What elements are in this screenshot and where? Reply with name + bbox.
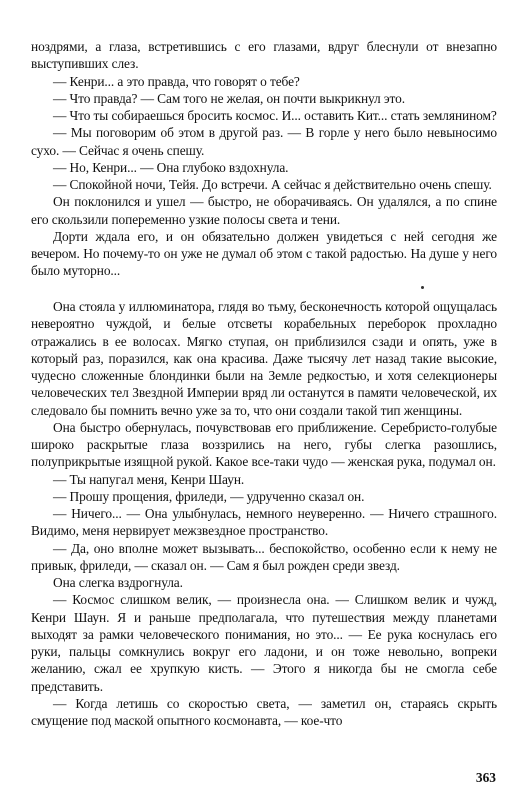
paragraph: — Да, оно вполне может вызывать... беспокойство, особенно если к нему не привык, фриледи, — сказал он. — Сам я был рожден среди звезд. [31,540,497,573]
paragraph: — Но, Кенри... — Она глубоко вздохнула. [53,159,289,175]
text-block-bottom [31,298,497,729]
paragraph: — Ничего... — Она улыбнулась, немного неуверенно. — Ничего страшного. Видимо, меня нервирует межзвездное пространство. [31,506,497,539]
paragraph: ноздрями, а глаза, встретившись с его глазами, вдруг блеснули от внезапно выступивших слез. [31,39,497,72]
paragraph: — Прошу прощения, фриледи, — удрученно сказал он. [53,488,365,504]
section-break-mark [421,286,424,289]
text-block-top [31,38,497,280]
paragraph: — Когда летишь со скоростью света, — заметил он, стараясь скрыть смущение под маской опытного космонавта, — кое-что [31,695,497,728]
paragraph: — Что ты собираешься бросить космос. И... оставить Кит... стать землянином? [53,108,497,123]
paragraph: — Что правда? — Сам того не желая, он почти выкрикнул это. [53,90,405,106]
paragraph: Он поклонился и ушел — быстро, не оборачиваясь. Он удалялся, а по спине его скользили попеременно узкие полосы света и тени. [31,194,497,227]
paragraph: Она быстро обернулась, почувствовав его приближение. Серебристо-голубые широко раскрытые глаза воззрились на него, губы слегка разошлись, полуприкрытые изящной рукой. Какое все-таки чудо — женская рука, подумал он. [31,419,497,470]
paragraph: — Космос слишком велик, — произнесла она. — Слишком велик и чужд, Кенри Шаун. Я и раньше предполагала, что путешествия между планетами выходят за рамки человеческого понимания, но это... — Ее рука коснулась его руки, пальцы сомкнулись вокруг его ладони, и он тоже невольно, вопреки желанию, сжал ее хрупкую кисть. — Этого я никогда бы не смогла себе представить. [31,592,497,694]
page-number: 363 [475,770,496,785]
paragraph: Она слегка вздрогнула. [53,575,183,590]
paragraph: — Мы поговорим об этом в другой раз. — В горле у него было невыносимо сухо. — Сейчас я очень спешу. [31,125,497,158]
paragraph: — Кенри... а это правда, что говорят о тебе? [53,73,300,89]
paragraph: Она стояла у иллюминатора, глядя во тьму, бесконечность которой ощущалась невероятно чуждой, и белые отсветы корабельных переборок прохладно отражались в ее волосах. Мягко ступая, он приблизился сзади и опять, уже в который раз, поразился, как она красива. Даже тысячу лет назад такие высокие, чудесно сложенные блондинки были на Земле редкостью, и хотя селекционеры человеческих тел Звездной Империи вряд ли останутся в памяти человеческой, их следовало бы помнить вечно уже за то, что они создали такой тип женщины. [31,299,497,418]
paragraph: — Ты напугал меня, Кенри Шаун. [53,471,245,487]
paragraph: — Спокойной ночи, Тейя. До встречи. А сейчас я действительно очень спешу. [53,177,492,192]
paragraph: Дорти ждала его, и он обязательно должен увидеться с ней сегодня же вечером. Но почему-то он уже не думал об этом с такой радостью. На душе у него было муторно... [31,228,497,279]
